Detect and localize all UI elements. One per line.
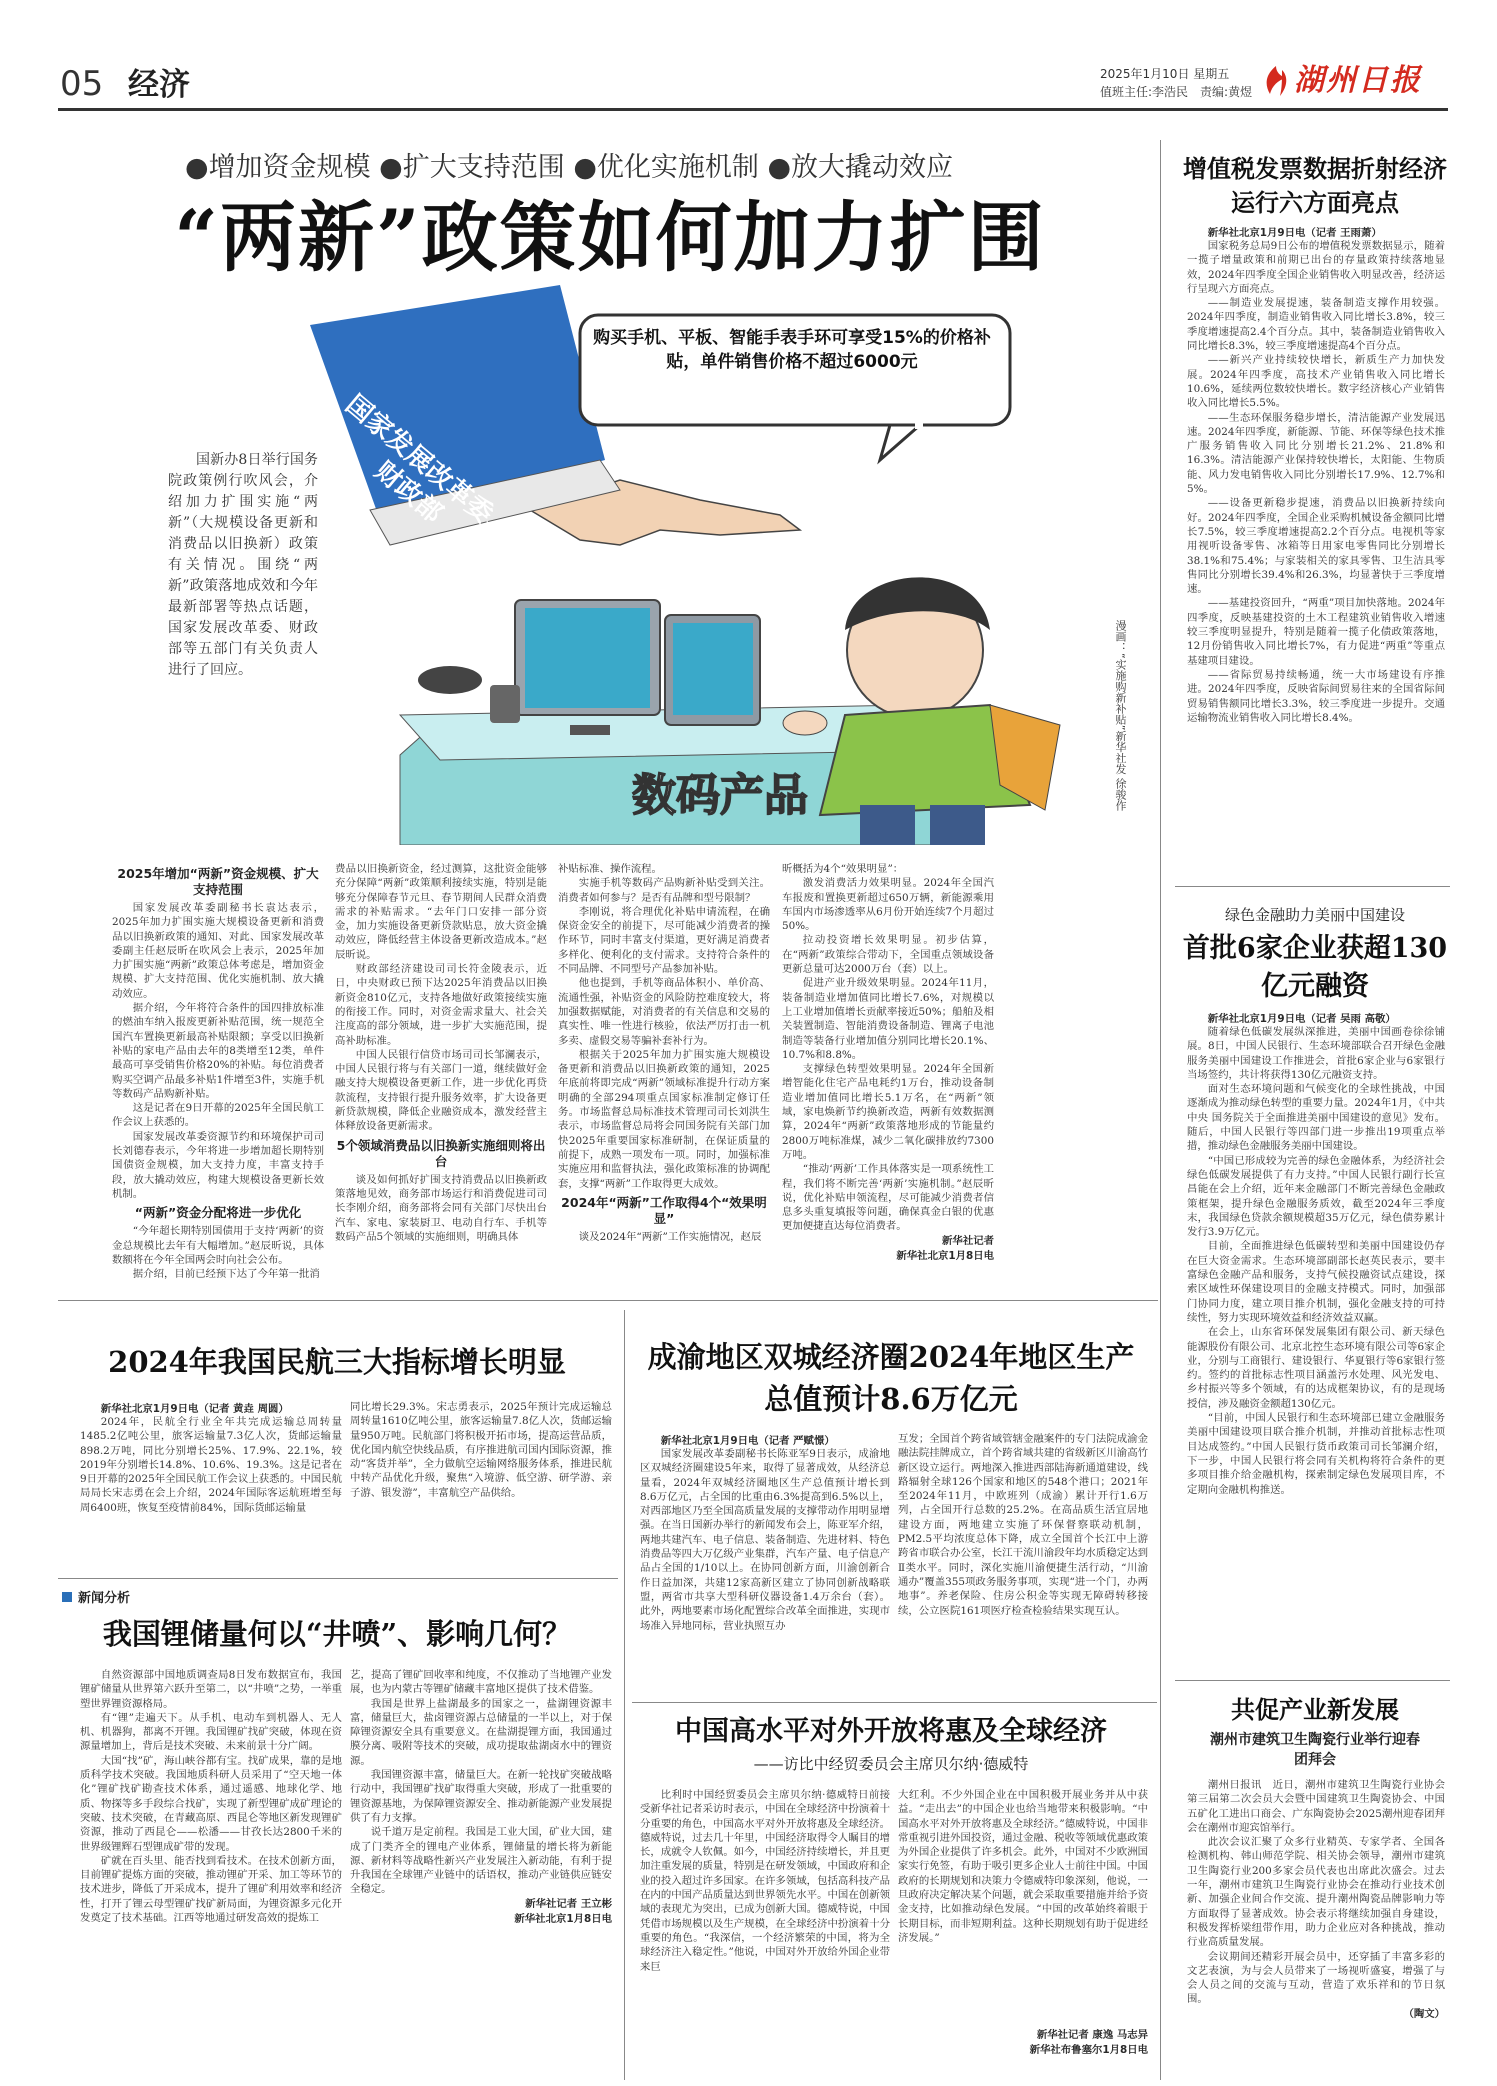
- lithium-col-2: [350, 1668, 612, 2073]
- byline: （陶文）: [1403, 2007, 1445, 2020]
- paragraph: 费品以旧换新资金，经过测算，这批资金能够充分保障“两新”政策顺利接续实施，特别是能够充分保障春节元旦、春节期间人民群众消费需求的补贴需求。“去年门口安排一部分资金，加力实施设备更新贷款贴息，放大资金撬动效应，降低经营主体设备更新改造成本。”赵辰昕说。: [335, 863, 547, 961]
- byline: 新华社记者 康逸 马志异: [1036, 2029, 1148, 2041]
- kicker-item: 放大撬动效应: [791, 152, 954, 183]
- chengyu-col-2: [898, 1432, 1148, 1697]
- paragraph: 支撑绿色转型效果明显。2024年全国新增智能化住宅产品电耗约1万台，推动设备制造业增加值同比增长5.1万名，在“两新”领域，家电焕新节约换新改造，两新有效数据测算，2024年“两新”政策落地形成的节能量约2800万吨标准煤，减少二氧化碳排放约7300万吨。: [782, 1063, 994, 1161]
- paragraph: 互发；全国首个跨省域管辖金融案件的专门法院成渝金融法院挂牌成立，首个跨省域共建的省级新区川渝高竹新区设立运行。两地深入推进西部陆海新通道建设，线路辐射全球126个国家和地区的548个港口；2021年至2024年11月，中欧班列（成渝）累计开行1.6万列，占全国开行总数的25.2%。在高品质生活宜居地建设方面，两地建立实施了环保督察联动机制，PM2.5平均浓度总体下降，成立全国首个长江中上游跨省市联合办公室，长江干流川渝段年均水质稳定达到Ⅱ类水平。同时，深化实施川渝便捷生活行动，“川渝通办”覆盖355项政务服务事项，实现“进一个门，办两地事”。养老保险、住房公积金等实现无障碍转移接续，公立医院161项医疗检查检验结果实现互认。: [898, 1433, 1148, 1617]
- paragraph: “今年超长期特别国债用于支持‘两新’的资金总规模比去年有大幅增加。”赵辰昕说，具体数额将在今年全国两会时向社会公布。: [112, 1225, 324, 1266]
- lead-column-2: [335, 862, 547, 1287]
- paragraph: 国家发展改革委副秘书长袁达表示，2025年加力扩围实施大规模设备更新和消费品以旧换新政策的通知、对此、国家发展改革委副主任赵辰昕在吹风会上表示，2025年加力扩围实施“两新”政策总体考虑是，增加资金规模、扩大支持范围、优化实施机制、放大撬动效应。: [112, 902, 324, 1000]
- lead-column-4: [782, 862, 994, 1287]
- kicker-item: 增加资金规模: [208, 152, 371, 183]
- kicker-item: 优化实施机制: [596, 152, 759, 183]
- chengyu-title: 成渝地区双城经济圈2024年地区生产总值预计8.6万亿元: [647, 1340, 1135, 1416]
- dateline-source: 新华社北京1月8日电: [514, 1912, 612, 1925]
- subhead: 2024年“两新”工作取得4个“效果明显”: [561, 1194, 767, 1226]
- paragraph: “推动‘两新’工作具体落实是一项系统性工程，我们将不断完善‘两新’实施机制。”赵辰昕说，优化补贴申领流程，尽可能减少消费者信息多头重复填报等问题，确保真金白银的优惠更加便捷直达每位消费者。: [782, 1163, 994, 1233]
- paragraph: 国家税务总局9日公布的增值税发票数据显示，随着一揽子增量政策和前期已出台的存量政策持续落地显效，2024年四季度全国企业销售收入明显改善，经济运行呈现六方面亮点。: [1187, 240, 1445, 295]
- right-story-3-body: [1187, 1778, 1445, 2058]
- lead-title: “两新”政策如何加力扩围: [174, 193, 1046, 282]
- subhead: “两新”资金分配将进一步优化: [134, 1205, 302, 1221]
- paragraph: 比利时中国经贸委员会主席贝尔纳·德威特日前接受新华社记者采访时表示，中国在全球经济中扮演着十分重要的角色，中国高水平对外开放将惠及全球经济。德威特说，过去几十年里，中国经济取得令人瞩目的增长，成就令人钦佩。如今，中国经济持续增长，并且更加注重发展的质量，特别是在研发领域，中国政府和企业的投入超过许多国家。在许多领域，包括高科技产品在内的中国产品质量达到世界领先水平。中国在创新领域的表现尤为突出，已成为创新大国。德威特说，中国凭借市场规模以及生产规模，在全球经济中扮演着十分重要的角色。“我深信，一个经济繁荣的中国，将为全球经济注入稳定性。”他说，中国对外开放给外国企业带来巨: [640, 1789, 890, 1973]
- paragraph: 财政部经济建设司司长符金陵表示，近日，中央财政已预下达2025年消费品以旧换新资金810亿元，支持各地做好政策接续实施的衔接工作。同时，对资金需求量大、社会关注度高的部分领域，进一步扩大实施范围，提高补助标准。: [335, 963, 547, 1047]
- paragraph: 李刚说，将合理优化补贴申请流程，在确保资金安全的前提下，尽可能减少消费者的操作环节，同时丰富支付渠道，更好满足消费者多样化、便利化的支付需求。支持符合条件的不同品牌、不同型号产品参加补贴。: [558, 905, 770, 976]
- dateline-source: 新华社北京1月8日电: [896, 1249, 994, 1262]
- paragraph: 促进产业升级效果明显。2024年11月，装备制造业增加值同比增长7.6%，对规模以上工业增加值增长贡献率接近50%；船舶及相关装置制造、智能消费设备制造、锂离子电池制造等装备行业增加值分别同比增长20.1%、10.7%和8.8%。: [782, 977, 994, 1061]
- lead-intro: 国新办8日举行国务院政策例行吹风会，介绍加力扩围实施“两新”（大规模设备更新和消费品以旧换新）政策有关情况。围绕“两新”政策落地成效和今年最新部署等热点话题，国家发展改革委、财政部等五部门有关负责人进行了回应。: [168, 452, 318, 678]
- paragraph: 目前，全面推进绿色低碳转型和美丽中国建设仍存在巨大资金需求。生态环境部副部长赵英民表示，要丰富绿色金融产品和服务，支持气候投融资试点建设，探索区域性环保建设项目的金融支持模式。同时，加强部门协同力度，建立项目推介机制，强化金融支持的可持续性，努力实现环境效益和经济效益双赢。: [1187, 1240, 1445, 1324]
- paragraph: 2024年，民航全行业全年共完成运输总周转量1485.2亿吨公里，旅客运输量7.3亿人次，货邮运输量898.2万吨，同比分别增长25%、17.9%、22.1%，较2019年分别增长14.8%、10.6%、19.3%。这是记者在9日开幕的2025年全国民航工作会议上获悉的。中国民航局局长宋志勇在会上介绍，2024年国际客运航班增至每周6400班，恢复至疫情前84%，国际货邮运输量: [80, 1416, 342, 1514]
- dateline: 新华社北京1月9日电（记者 王雨萧）: [1207, 227, 1382, 239]
- right-story-1-title: 增值税发票数据折射经济运行六方面亮点: [1183, 154, 1447, 217]
- aviation-title: 2024年我国民航三大指标增长明显: [108, 1345, 566, 1379]
- kicker-dot-icon: ●: [185, 152, 209, 183]
- cartoon-sleeve-label: 国家发展改革委、财政部: [339, 389, 519, 547]
- paragraph: 我国锂资源丰富，储量巨大。在新一轮找矿突破战略行动中，我国锂矿找矿取得重大突破，形成了一批重要的锂资源基地，为保障锂资源安全、推动新能源产业发展提供了有力支撑。: [350, 1769, 612, 1824]
- newspaper-logo-icon: [1262, 64, 1290, 98]
- kicker-item: 扩大支持范围: [402, 152, 565, 183]
- paragraph: 谈及如何抓好扩围支持消费品以旧换新政策落地见效，商务部市场运行和消费促进司司长李刚介绍，商务部将会同有关部门尽快出台汽车、家电、家装厨卫、电动自行车、手机等数码产品5个领域的实施细则，明确具体: [335, 1173, 547, 1243]
- paragraph: 矿就在百头里、能否找到看技术。在技术创新方面，目前锂矿提炼方面的突破，推动锂矿开采、加工等环节的技术进步，降低了开采成本，提升了锂矿利用效率和经济性，打开了锂云母型锂矿找矿新局面，为锂资源多元化开发奠定了技术基础。江西等地通过研发高效的提炼工: [80, 1854, 342, 1925]
- paragraph: 大红利。不少外国企业在中国积极开展业务并从中获益。“走出去”的中国企业也给当地带来积极影响。“中国高水平对外开放将惠及全球经济。”德威特说，中国非常重视引进外国投资，通过金融、税收等领域优惠政策为外国企业提供了许多机会。此外，中国对不少欧洲国家实行免签，有助于吸引更多企业人士前往中国。中国政府的长期规划和决策力令德威特印象深刻，他说，一旦政府决定解决某个问题，就会采取重要措施并给予资金支持，比如推动绿色发展。“中国的改革始终着眼于长期目标，而非短期利益。这种长期规划有助于促进经济发展。”: [898, 1789, 1148, 1944]
- opening-col-2: [898, 1788, 1148, 2073]
- aviation-col-2: [350, 1400, 612, 1570]
- subhead: 5个领域消费品以旧换新实施细则将出台: [336, 1137, 546, 1169]
- paragraph: 同比增长29.3%。宋志勇表示，2025年预计完成运输总周转量1610亿吨公里，旅客运输量7.8亿人次，货邮运输量950万吨。民航部门将积极开拓市场，提高运营品质，优化国内航空快线品质，有序推进航司国内国际资源，推动“客货并举”，全力做航空运输网络服务体系，推进民航中转产品优化升级，聚焦“入境游、低空游、研学游、亲子游、银发游”，丰富航空产品供给。: [350, 1401, 612, 1499]
- cartoon-credit: 漫画：“实施购新补贴”新华社发 徐骏作: [1114, 620, 1127, 811]
- issue-date: 2025年1月10日 星期五: [1100, 67, 1230, 81]
- right-rule-1: [1175, 886, 1450, 887]
- dateline-source: 新华社布鲁塞尔1月8日电: [1029, 2044, 1148, 2056]
- newspaper-logo: 湖州日报: [1294, 63, 1422, 98]
- paragraph: 说千道万是定前程。我国是工业大国，矿业大国，建成了门类齐全的锂电产业体系，锂储量的增长将为新能源、新材料等战略性新兴产业发展注入新动能，有利于提升我国在全球锂产业链中的话语权，推动产业链供应链安全稳定。: [350, 1826, 612, 1896]
- dateline: 新华社北京1月9日电（记者 严赋憬）: [660, 1435, 835, 1447]
- paragraph: 据介绍，今年将符合条件的国四排放标准的燃油车纳入报废更新补贴范围，统一规范全国汽车置换更新最高补贴限额；享受以旧换新补贴的家电产品由去年的8类增至12类，单件最高可享受销售价格20%的补贴。每位消费者购买空调产品最多补贴1件增至3件，实施手机等数码产品购新补贴。: [112, 1002, 324, 1100]
- byline: 新华社记者 王立彬: [525, 1897, 612, 1910]
- bottom-mid-divider: [624, 1310, 625, 2080]
- paragraph: ——设备更新稳步提速，消费品以旧换新持续向好。2024年四季度，全国企业采购机械设备金额同比增长7.5%，较三季度增速提高2.2个百分点。电视机等家用视听设备零售、冰箱等日用家电零售同比分别增长38.1%和75.4%；与家装相关的家具零售、卫生洁具零售同比分别增长39.4%和26.3%，均显著快于三季度增速。: [1187, 497, 1445, 596]
- right-rule-2: [1175, 1680, 1450, 1681]
- byline: 新华社记者: [942, 1234, 994, 1247]
- paragraph: 有“锂”走遍天下。从手机、电动车到机器人、无人机、机器狗，都离不开锂。我国锂矿找矿突破，体现在资源量增加上，背后是技术突破、未来前景十分广阔。: [80, 1711, 342, 1753]
- lead-column-3: [558, 862, 770, 1287]
- paragraph: 拉动投资增长效果明显。初步估算，在“两新”政策综合带动下，全国重点领域设备更新总量可达2000万台（套）以上。: [782, 934, 994, 976]
- opening-title: 中国高水平对外开放将惠及全球经济: [675, 1716, 1107, 1747]
- news-analysis-label: [62, 1590, 130, 1608]
- paragraph: 实施手机等数码产品购新补贴受到关注。消费者如何参与？是否有品牌和型号限制？: [558, 877, 770, 904]
- paragraph: ——制造业发展提速，装备制造支撑作用较强。2024年四季度，制造业销售收入同比增长3.8%，较三季度增速提高2.4个百分点。其中，装备制造业销售收入同比增长8.3%，较三季度增速提高4个百分点。: [1187, 297, 1445, 353]
- kicker-dot-icon: ●: [767, 152, 792, 183]
- header-rule: [58, 108, 1448, 111]
- right-rail-divider: [1160, 140, 1161, 2080]
- aviation-col-1: [80, 1400, 342, 1570]
- paragraph: 大国“找”矿，海山峡谷都有宝。找矿成果，靠的是地质科学技术突破。我国地质科研人员采用了“空天地一体化”锂矿找矿勘查技术体系，通过遥感、地球化学、地质、物探等多手段综合找矿，实现了新型锂矿成矿理论的突破、技术突破，在青藏高原、西昆仑等地区新发现锂矿资源，推动了西昆仑——松潘——甘孜长达2800千米的世界级锂辉石型锂成矿带的发现。: [80, 1754, 342, 1853]
- paragraph: 国家发展改革委副秘书长陈亚军9日表示，成渝地区双城经济圈建设5年来，取得了显著成效，从经济总量看，2024年双城经济圈地区生产总值预计增长到8.6万亿元，占全国的比重由6.3%提高到6.5%以上，对西部地区乃至全国高质量发展的支撑带动作用明显增强。在当日国新办举行的新闻发布会上，陈亚军介绍，两地共建汽车、电子信息、装备制造、先进材料、特色消费品等四大万亿级产业集群，汽车产量、电子信息产品占全国的1/10以上。在协同创新方面，川渝创新合作日益加深，共建12家高新区建立了协同创新战略联盟，两省市共享大型科研仪器设备1.4万余台（套）。此外，两地要素市场化配置综合改革全面推进，实现市场准入异地同标，营业执照互办: [640, 1448, 890, 1632]
- subhead: 2025年增加“两新”资金规模、扩大支持范围: [117, 866, 319, 897]
- square-icon: [62, 1592, 72, 1602]
- paragraph: 潮州日报讯 近日，潮州市建筑卫生陶瓷行业协会第三届第二次会员大会暨中国建筑卫生陶瓷协会、中国五矿化工进出口商会、广东陶瓷协会2025潮州迎春团拜会在潮州市迎宾馆举行。: [1187, 1779, 1445, 1834]
- right-story-2-body: [1187, 1010, 1445, 1670]
- paragraph: ——生态环保服务稳步增长，清洁能源产业发展迅速。2024年四季度，新能源、节能、环保等绿色技术推广服务销售收入同比分别增长21.2%、21.8%和16.3%。清洁能源产业保持较快增长，太阳能、生物质能、风力发电销售收入同比分别增长17.9%、12.7%和5%。: [1187, 411, 1445, 496]
- paragraph: “目前，中国人民银行和生态环境部已建立金融服务美丽中国建设项目联合推介机制，并推动首批标志性项目达成签约。”中国人民银行货币政策司司长邹澜介绍，下一步，中国人民银行将会同有关机构将符合条件的更多项目推介给金融机构，探索制定绿色发展项目库，不定期向金融机构推送。: [1187, 1412, 1445, 1496]
- paragraph: 补贴标准、操作流程。: [558, 863, 662, 875]
- paragraph: 据介绍，目前已经预下达了今年第一批消: [132, 1268, 320, 1281]
- editors: 值班主任:李浩民 责编:黄煜: [1100, 85, 1253, 99]
- rule-a2: [632, 1702, 1157, 1703]
- paragraph: ——省际贸易持续畅通，统一大市场建设有序推进。2024年四季度，反映省际间贸易往来的全国省际间贸易销售额同比增长3.3%，较三季度进一步提升。交通运输物流业销售收入同比增长8.4%。: [1187, 668, 1445, 724]
- paragraph: 他也提到，手机等商品体积小、单价高、流通性强，补贴资金的风险防控难度较大，将加强数据赋能，对消费者的有关信息和交易的真实性、唯一性进行核验，依法严厉打击一机多卖、虚假交易等骗补套补行为。: [558, 977, 770, 1047]
- paragraph: 激发消费活力效果明显。2024年全国汽车报废和置换更新超过650万辆，新能源乘用车国内市场渗透率从6月份开始连续7个月超过50%。: [782, 877, 994, 933]
- paragraph: 此次会议汇聚了众多行业精英、专家学者、全国各检测机构、韩山师范学院、相关协会领导，潮州市建筑卫生陶瓷行业200多家会员代表也出席此次盛会。过去一年，潮州市建筑卫生陶瓷行业协会在推动行业技术创新、加强企业间合作交流、提升潮州陶瓷品牌影响力等方面取得了显著成效。协会表示将继续加强自身建设，积极发挥桥梁纽带作用，助力企业应对各种挑战，推动行业高质量发展。: [1187, 1836, 1445, 1949]
- paragraph: 根据关于2025年加力扩围实施大规模设备更新和消费品以旧换新政策的通知，2025年底前将即完成“两新”领域标准提升行动方案明确的全部294项重点国家标准制定修订任务。市场监督总局标准技术管理司司长刘洪生表示，市场监督总局将会同国务院有关部门加快2025年重要国家标准研制，在保证质量的前提下，成熟一项发布一项。同时，加强标准实施应用和监督执法，强化政策标准的协调配套，支撑“两新”工作取得更大成效。: [558, 1048, 770, 1190]
- dateline: 新华社北京1月9日电（记者 黄垚 周圆）: [100, 1403, 289, 1415]
- paragraph: 面对生态环境问题和气候变化的全球性挑战，中国逐渐成为推动绿色转型的重要力量。2024年1月，《中共中央 国务院关于全面推进美丽中国建设的意见》发布。随后，中国人民银行等四部门进一步推出19项重点举措，推动绿色金融服务美丽中国建设。: [1187, 1083, 1445, 1153]
- paragraph: 我国是世界上盐湖最多的国家之一，盐湖锂资源丰富，储量巨大，盐卤锂资源占总储量的一半以上，对于保障锂资源安全具有重要意义。在盐湖提锂方面，我国通过膜分离、吸附等技术的突破，成功提取盐湖卤水中的锂资源。: [350, 1697, 612, 1767]
- kicker-dot-icon: ●: [573, 152, 597, 183]
- paragraph: 随着绿色低碳发展纵深推进，美丽中国画卷徐徐铺展。8日，中国人民银行、生态环境部联合召开绿色金融服务美丽中国建设工作推进会，首批6家企业与6家银行当场签约，共计将获得130亿元融资支持。: [1187, 1026, 1445, 1081]
- chengyu-col-1: [640, 1432, 890, 1697]
- paragraph: 会议期间还精彩开展会员中，还穿插了丰富多彩的文艺表演，为与会人员带来了一场视听盛宴，增强了与会人员之间的交流与互动，营造了欢乐祥和的节日氛围。: [1187, 1950, 1445, 2006]
- lithium-col-1: [80, 1668, 342, 2073]
- page-number: 05: [60, 64, 104, 104]
- cartoon-counter-label: 数码产品: [632, 770, 808, 821]
- paragraph: 自然资源部中国地质调查局8日发布数据宣布，我国锂矿储量从世界第六跃升至第二，以“井喷”之势，一举重塑世界锂资源格局。: [80, 1669, 342, 1710]
- paragraph: 这是记者在9日开幕的2025年全国民航工作会议上获悉的。: [112, 1102, 324, 1129]
- paragraph: 在会上，山东省环保发展集团有限公司、新天绿色能源股份有限公司、北京北控生态环境有限公司等6家企业，分别与工商银行、建设银行、华夏银行等6家银行签约。签约的首批标志性项目涵盖污水处理、风光发电、乡村振兴等多个领域，有的达成框架协议，有的是现场授信，涉及融资金额超130亿元。: [1187, 1326, 1445, 1410]
- lead-column-1: [112, 862, 324, 1287]
- opening-col-1: [640, 1788, 890, 2073]
- right-story-3-subtitle: 潮州市建筑卫生陶瓷行业举行迎春团拜会: [1210, 1732, 1420, 1768]
- news-analysis-text: 新闻分析: [78, 1591, 131, 1606]
- right-story-2-kicker: 绿色金融助力美丽中国建设: [1224, 906, 1405, 924]
- paragraph: 国家发展改革委资源节约和环境保护司司长刘德春表示，今年将进一步增加超长期特别国债资金规模，加大支持力度，丰富支持手段，放大撬动效应，构建大规模设备更新长效机制。: [112, 1130, 324, 1200]
- cartoon-bubble-text: 购买手机、平板、智能手表手环可享受15%的价格补贴，单件销售价格不超过6000元: [593, 328, 991, 372]
- paragraph: ——基建投资回升，“两重”项目加快落地。2024年四季度，反映基建投资的土木工程建筑业销售收入增速较三季度明显提升，特别是随着一揽子化债政策落地，12月份销售收入同比增长7%，有力促进“两重”等重点基建项目建设。: [1187, 597, 1445, 667]
- right-story-2-title: 首批6家企业获超130亿元融资: [1182, 933, 1448, 1002]
- lead-bottom-rule: [58, 1300, 1158, 1301]
- lead-kicker: [185, 150, 1055, 186]
- paragraph: 艺，提高了锂矿回收率和纯度，不仅推动了当地锂产业发展，也为内蒙古等锂矿储藏丰富地区提供了技术借鉴。: [350, 1669, 612, 1696]
- paragraph: 中国人民银行信贷市场司司长邹澜表示，中国人民银行将与有关部门一道，继续做好金融支持大规模设备更新工作，进一步优化再贷款流程，支持银行提升服务效率，扩大设备更新贷款规模，降低企业融资成本，激发经营主体释放设备更新需求。: [335, 1048, 547, 1133]
- opening-subtitle: ——访比中经贸委员会主席贝尔纳·德威特: [753, 1755, 1029, 1773]
- paragraph: “中国已形成较为完善的绿色金融体系，为经济社会绿色低碳发展提供了有力支持。”中国人民银行副行长宣昌能在会上介绍，近年来金融部门不断完善绿色金融政策框架，提升绿色金融服务质效，截至2024年三季度末，我国绿色贷款余额规模超35万亿元，绿色债券累计发行3.9万亿元。: [1187, 1154, 1445, 1239]
- kicker-dot-icon: ●: [379, 152, 403, 183]
- paragraph: 谈及2024年“两新”工作实施情况，赵辰: [578, 1230, 762, 1243]
- paragraph: ——新兴产业持续较快增长，新质生产力加快发展。2024年四季度，高技术产业销售收入同比增长10.6%，延续两位数较快增长。数字经济核心产业销售收入同比增长5.5%。: [1187, 354, 1445, 410]
- lithium-title: 我国锂储量何以“井喷”、影响几何？: [102, 1617, 572, 1651]
- dateline: 新华社北京1月9日电（记者 吴雨 高敬）: [1207, 1013, 1396, 1025]
- paragraph: 昕概括为4个“效果明显”：: [782, 863, 904, 875]
- right-story-3-title: 共促产业新发展: [1231, 1695, 1399, 1724]
- rule-a1: [58, 1578, 618, 1579]
- section-title: 经济: [128, 67, 190, 103]
- right-story-1-body: [1187, 224, 1445, 874]
